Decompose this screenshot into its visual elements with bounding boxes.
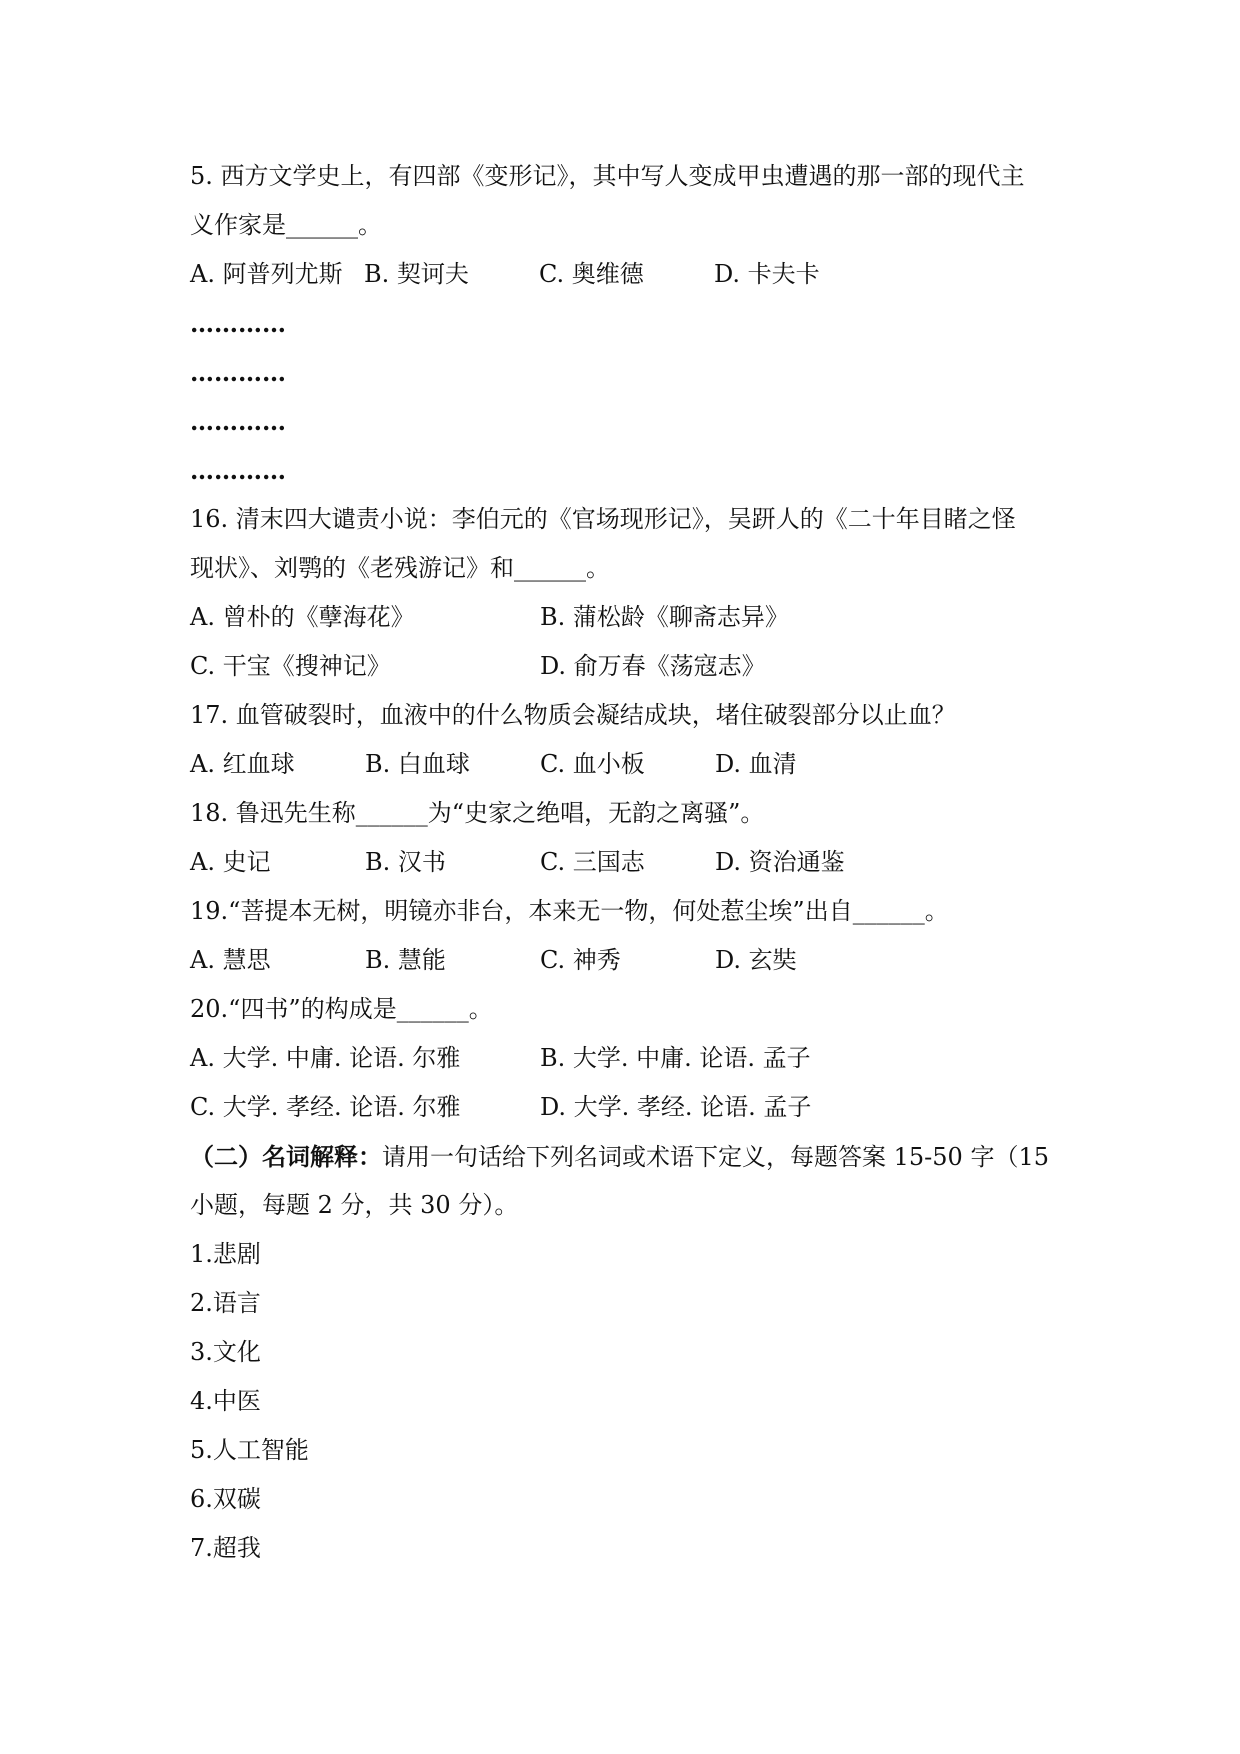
q19-option-c: C. 神秀: [540, 946, 621, 974]
q20-option-d: D. 大学. 孝经. 论语. 孟子: [540, 1093, 812, 1121]
q19-options: [190, 936, 1070, 985]
q5-option-d: D. 卡夫卡: [714, 260, 820, 288]
q18-options: [190, 838, 1070, 887]
term-item: 3.文化: [190, 1338, 261, 1366]
q17-option-c: C. 血小板: [540, 750, 645, 778]
q5-option-c: C. 奥维德: [539, 260, 644, 288]
section2-heading-line: [190, 1132, 1070, 1181]
term-item: 7.超我: [190, 1534, 261, 1562]
q16-option-d: D. 俞万春《荡寇志》: [540, 652, 766, 680]
q20-stem: 20.“四书”的构成是______。: [190, 995, 493, 1023]
q5-option-a: A. 阿普列尤斯: [190, 260, 343, 288]
q20-option-a: A. 大学. 中庸. 论语. 尔雅: [190, 1044, 461, 1072]
q18-option-a: A. 史记: [190, 848, 271, 876]
q18-stem: 18. 鲁迅先生称______为“史家之绝唱，无韵之离骚”。: [190, 799, 765, 827]
q18-option-c: C. 三国志: [540, 848, 645, 876]
q17-options: [190, 740, 1070, 789]
q19-stem: 19.“菩提本无树，明镜亦非台，本来无一物，何处惹尘埃”出自______。: [190, 897, 949, 925]
q17-option-b: B. 白血球: [365, 750, 470, 778]
q19-option-a: A. 慧思: [190, 946, 271, 974]
q20-options-row2: [190, 1083, 1070, 1132]
q16-option-c: C. 干宝《搜神记》: [190, 652, 391, 680]
q5-option-b: B. 契诃夫: [364, 260, 469, 288]
q16-stem-line1: 16. 清末四大谴责小说：李伯元的《官场现形记》，吴趼人的《二十年目睹之怪: [190, 505, 1016, 533]
q5-stem-line1: 5. 西方文学史上，有四部《变形记》，其中写人变成甲虫遭遇的那一部的现代主: [190, 162, 1025, 190]
q17-option-d: D. 血清: [715, 750, 797, 778]
term-item: 6.双碳: [190, 1485, 261, 1513]
q5-stem-line2: 义作家是______。: [190, 211, 382, 239]
ellipsis-line: …………: [190, 309, 286, 338]
q20-options-row1: [190, 1034, 1070, 1083]
q20-option-c: C. 大学. 孝经. 论语. 尔雅: [190, 1093, 461, 1121]
term-item: 5.人工智能: [190, 1436, 309, 1464]
section2-heading: （二）名词解释：: [190, 1142, 382, 1171]
term-item: 1.悲剧: [190, 1240, 261, 1268]
q17-option-a: A. 红血球: [190, 750, 295, 778]
ellipsis-line: …………: [190, 407, 286, 436]
q16-option-a: A. 曾朴的《孽海花》: [190, 603, 415, 631]
exam-page: [190, 152, 1070, 1573]
q16-option-b: B. 蒲松龄《聊斋志异》: [540, 603, 789, 631]
term-item: 2.语言: [190, 1289, 261, 1317]
ellipsis-line: …………: [190, 358, 286, 387]
section2-instruction-line2: 小题，每题 2 分，共 30 分）。: [190, 1191, 519, 1219]
q18-option-d: D. 资治通鉴: [715, 848, 845, 876]
q16-stem-line2: 现状》、刘鹗的《老残游记》和______。: [190, 554, 610, 582]
section2-instruction-line1: 请用一句话给下列名词或术语下定义，每题答案 15-50 字（15: [382, 1143, 1049, 1171]
q16-options-row2: [190, 642, 1070, 691]
q5-options: [190, 250, 1070, 299]
q16-options-row1: [190, 593, 1070, 642]
term-item: 4.中医: [190, 1387, 261, 1415]
q20-option-b: B. 大学. 中庸. 论语. 孟子: [540, 1044, 811, 1072]
q18-option-b: B. 汉书: [365, 848, 446, 876]
q19-option-d: D. 玄奘: [715, 946, 797, 974]
q17-stem: 17. 血管破裂时，血液中的什么物质会凝结成块，堵住破裂部分以止血？: [190, 701, 956, 729]
q19-option-b: B. 慧能: [365, 946, 446, 974]
ellipsis-line: …………: [190, 456, 286, 485]
